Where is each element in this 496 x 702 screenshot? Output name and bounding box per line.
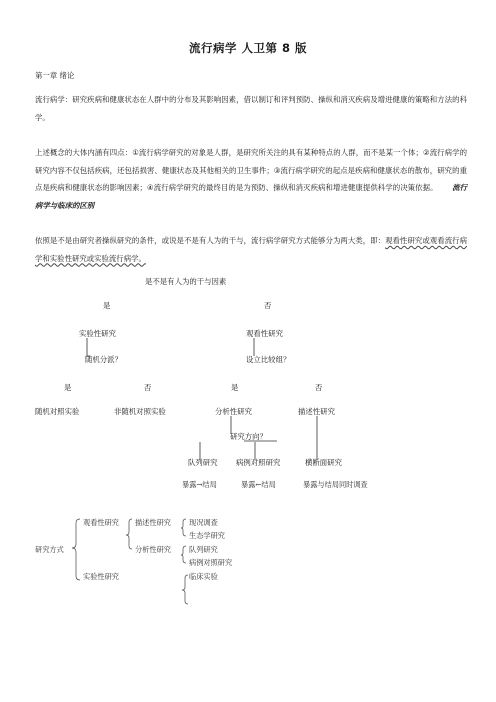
- tree-non-rct: 非随机对照实验: [114, 407, 166, 416]
- tree-case-control: 病例对照研究: [236, 458, 281, 467]
- page-title: 流行病学 人卫第 8 版: [188, 41, 307, 55]
- methods-item: 队列研究: [189, 545, 218, 554]
- tree-observational: 观看性研究: [246, 329, 283, 338]
- tree-rct: 随机对照实验: [35, 407, 80, 416]
- connector-experimental-random: [87, 338, 90, 356]
- brace-descriptive: [181, 519, 186, 536]
- tree-dir-cross: 暴露与结局同时调查: [303, 480, 368, 489]
- brace-analytical: [181, 546, 186, 563]
- methods-experimental: 实验性研究: [83, 572, 119, 581]
- methods-item: 现况调查: [189, 518, 218, 527]
- methods-item: 生态学研究: [189, 531, 225, 540]
- brace-experimental: [182, 575, 188, 604]
- tree-yes-2: 是: [64, 383, 72, 392]
- brace-observational: [126, 519, 132, 549]
- methods-label: 研究方式: [35, 545, 64, 554]
- tree-dir-case: 暴露←结局: [241, 480, 276, 489]
- tree-yes-3: 是: [231, 383, 239, 392]
- tree-cross-sectional: 横断面研究: [305, 458, 342, 467]
- emphasis-heading: 流行病学与临床的区别: [35, 183, 467, 210]
- tree-descriptive: 描述性研究: [298, 407, 335, 416]
- tree-analytical: 分析性研究: [215, 407, 252, 416]
- tree-no-2: 否: [144, 383, 152, 392]
- tree-no: 否: [264, 301, 272, 310]
- methods-item: 病例对照研究: [189, 558, 233, 567]
- concept-text: 上述概念的大体内涵有四点：①流行病学研究的对象是人群，是研究所关注的具有某种特点的人群，而不是某一个体；②流行病学的研究内容不仅包括疾病，还包括损害、健康状态及其他相关的卫生事件；③流行病学研究的起点是疾病和健康状态的散布，研究的重点是疾病和健康状态的影响因素；④流行病学研究的最终目的是为预防、操纵和消灭疾病和增进健康提供科学的决策依据。: [35, 148, 467, 193]
- tree-control-question: 设立比较组？: [246, 355, 291, 364]
- methods-item: 临床实验: [189, 572, 218, 581]
- tree-random-question: 随机分派？: [85, 355, 122, 364]
- definition-paragraph: 流行病学：研究疾病和健康状态在人群中的分布及其影响因素，借以制订和评判预防、操纵和消灭疾病及增进健康的策略和方法的科学。: [35, 95, 467, 122]
- tree-direction-question: 研究方向？: [230, 432, 267, 441]
- methods-analytical: 分析性研究: [135, 545, 171, 554]
- chapter-heading: 第一章 绪论: [35, 71, 75, 80]
- methods-text: 依照是不是由研究者操纵研究的条件，或说是不是有人为的干与，流行病学研究方式能够分为两大类，即：: [35, 236, 386, 245]
- tree-experimental: 实验性研究: [79, 329, 116, 338]
- tree-no-3: 否: [315, 383, 323, 392]
- tree-yes: 是: [103, 301, 111, 310]
- methods-descriptive: 描述性研究: [135, 518, 171, 527]
- brace-methods: [72, 519, 80, 580]
- methods-wavy-text: 观看性研究或观看流行病学和实验性研究或实验流行病学。: [35, 236, 467, 263]
- methods-observational: 观看性研究: [83, 518, 119, 527]
- tree-dir-cohort: 暴露→结局: [182, 480, 217, 489]
- tree-cohort: 队列研究: [188, 458, 218, 467]
- tree-root: 是不是有人为的干与因素: [145, 277, 227, 286]
